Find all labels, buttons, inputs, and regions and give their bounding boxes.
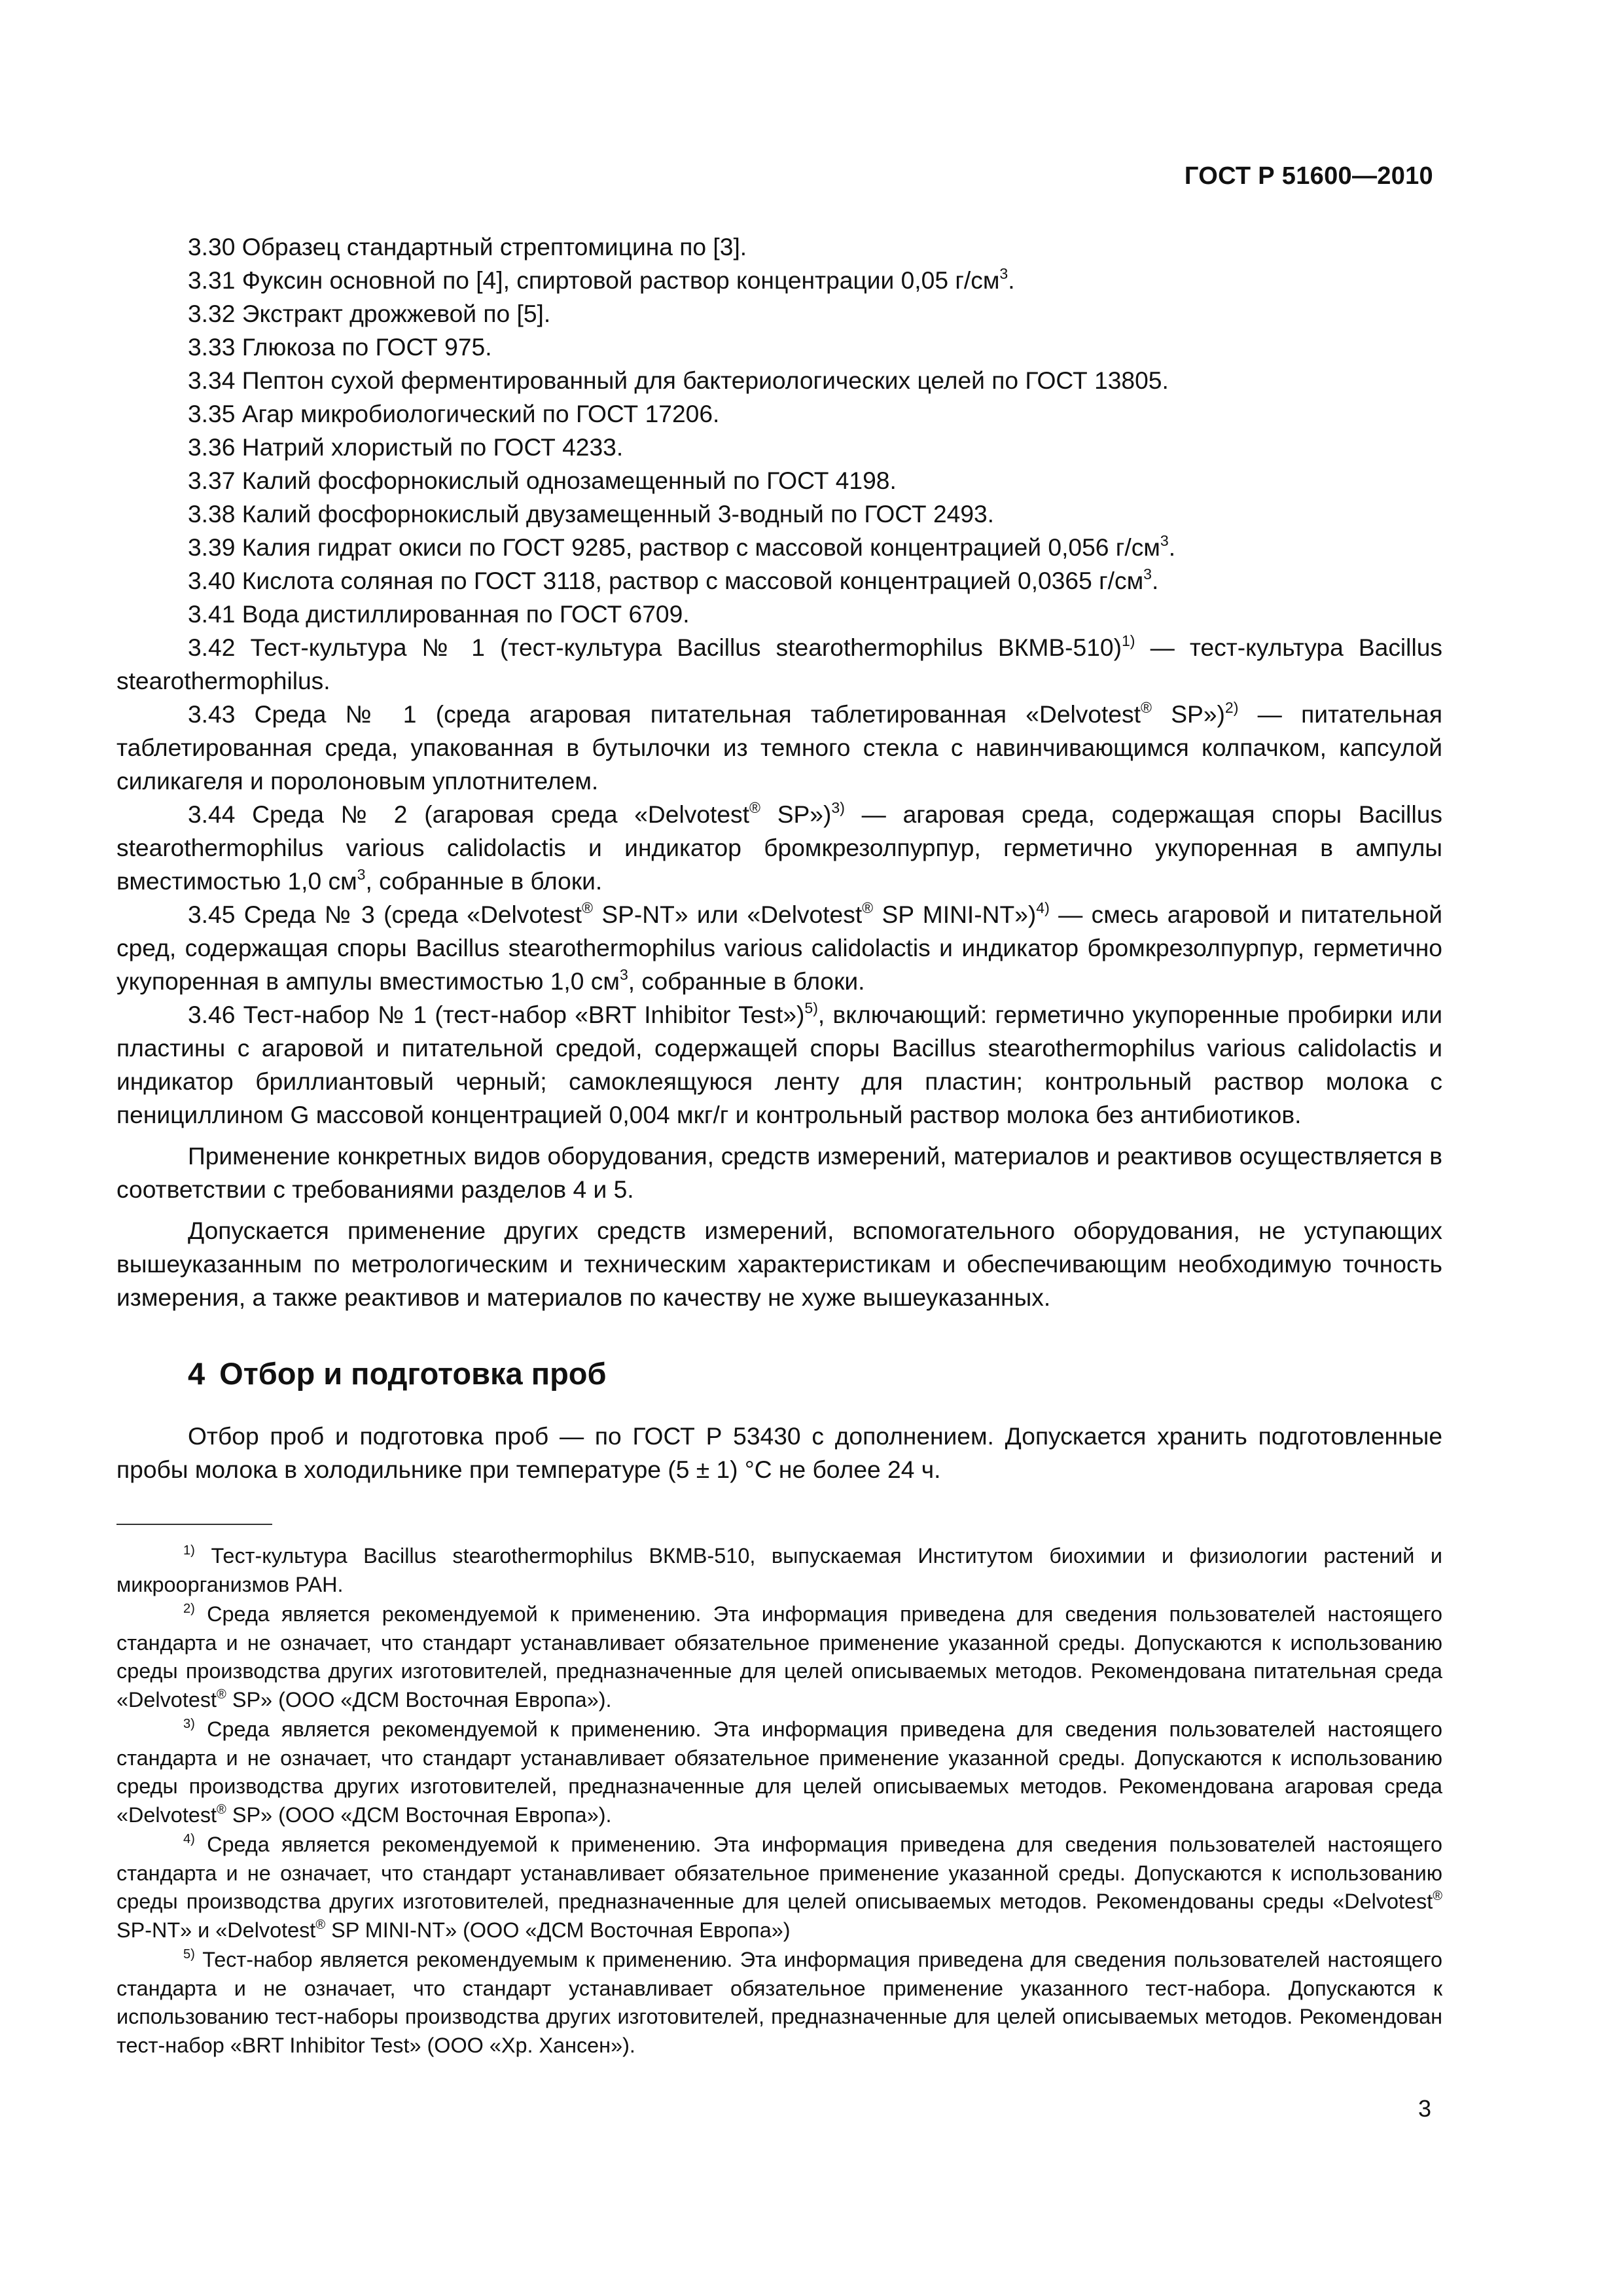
item-3-32: 3.32 Экстракт дрожжевой по [5].: [188, 300, 551, 327]
document-body: [116, 230, 1442, 1486]
section-title: Отбор и подготовка проб: [219, 1356, 607, 1391]
item-3-36: 3.36 Натрий хлористый по ГОСТ 4233.: [188, 433, 624, 461]
section-heading: [188, 1355, 1442, 1392]
section-number: 4: [188, 1356, 205, 1391]
footnote-4: $^{4)}$ Среда является рекомендуемой к применению. Эта информация приведена для сведения пользователей настоящего стандарта и не означает, что стандарт устанавливает обязательное применение указанной среды. Допускаются к использованию среды производства других изготовителей, предназначенные для целей описываемых методов. Рекомендованы среды «Delvotest® SP-NT» и «Delvotest® SP MINI-NT» (ООО «ДСМ Восточная Европа»): [116, 1832, 1442, 1942]
item-3-39: 3.39 Калия гидрат окиси по ГОСТ 9285, раствор с массовой концентрацией 0,056 $г/см^3$.: [188, 532, 1176, 561]
item-3-45: 3.45 Среда № 3 (среда «Delvotest® SP-NT» или «Delvotest® SP MINI-NT»)$^{4)}$ — смесь агаровой и питательной сред, содержащая споры Bacillus stearothermophilus various calidolactis и индикатор бромкрезолпурпур, герметично укупоренная в ампулы вместимостью 1,0 $см^3$, собранные в блоки.: [116, 899, 1442, 995]
item-3-35: 3.35 Агар микробиологический по ГОСТ 17206.: [188, 400, 720, 427]
item-3-40: 3.40 Кислота соляная по ГОСТ 3118, раствор с массовой концентрацией 0,0365 $г/см^3$.: [188, 565, 1159, 594]
item-3-30: 3.30 Образец стандартный стрептомицина по [3].: [188, 233, 747, 260]
footnote-1: $^{1)}$ Тест-культура Bacillus stearothermophilus ВКМВ-510, выпускаемая Институтом биохимии и физиологии растений и микроорганизмов РАН.: [116, 1543, 1443, 1596]
paragraph-allowed: Допускается применение других средств измерений, вспомогательного оборудования, не уступающих вышеуказанным по метрологическим и техническим характеристикам и обеспечивающим необходимую точность измерения, а также реактивов и материалов по качеству не хуже вышеуказанных.: [116, 1217, 1442, 1311]
item-3-38: 3.38 Калий фосфорнокислый двузамещенный 3-водный по ГОСТ 2493.: [188, 500, 995, 528]
item-3-37: 3.37 Калий фосфорнокислый однозамещенный по ГОСТ 4198.: [188, 467, 897, 494]
section-4-text: Отбор проб и подготовка проб — по ГОСТ Р 53430 с дополнением. Допускается хранить подготовленные пробы молока в холодильнике при температуре (5 ± 1) °С не более 24 ч.: [116, 1422, 1442, 1483]
item-3-42: 3.42 Тест-культура № 1 (тест-культура Bacillus stearothermophilus ВКМВ-510)$^{1)}$ — тест-культура Bacillus stearothermophilus.: [116, 632, 1442, 694]
page-number: 3: [1418, 2095, 1431, 2122]
footnote-5: $^{5)}$ Тест-набор является рекомендуемым к применению. Эта информация приведена для сведения пользователей настоящего стандарта и не означает, что стандарт устанавливает обязательное применение указанного тест-набора. Допускаются к использованию тест-наборы производства других изготовителей, предназначенные для целей описываемых методов. Рекомендован тест-набор «BRT Inhibitor Test» (ООО «Хр. Хансен»).: [116, 1947, 1442, 2057]
item-3-34: 3.34 Пептон сухой ферментированный для бактериологических целей по ГОСТ 13805.: [188, 367, 1169, 394]
page-header: ГОСТ Р 51600—2010: [1184, 162, 1433, 190]
footnote-separator: [116, 1524, 272, 1525]
item-3-33: 3.33 Глюкоза по ГОСТ 975.: [188, 333, 492, 361]
item-3-31: 3.31 Фуксин основной по [4], спиртовой раствор концентрации 0,05 $г/см^3$.: [188, 265, 1015, 294]
item-3-43: 3.43 Среда № 1 (среда агаровая питательная таблетированная «Delvotest® SP»)$^{2)}$ — питательная таблетированная среда, упакованная в бутылочки из темного стекла с навинчивающимся колпачком, капсулой силикагеля и поролоновым уплотнителем.: [116, 699, 1443, 795]
footnote-3: $^{3)}$ Среда является рекомендуемой к применению. Эта информация приведена для сведения пользователей настоящего стандарта и не означает, что стандарт устанавливает обязательное применение указанной среды. Допускаются к использованию среды производства других изготовителей, предназначенные для целей описываемых методов. Рекомендована агаровая среда «Delvotest® SP» (ООО «ДСМ Восточная Европа»).: [116, 1717, 1442, 1827]
paragraph-equipment: Применение конкретных видов оборудования, средств измерений, материалов и реактивов осуществляется в соответствии с требованиями разделов 4 и 5.: [116, 1142, 1442, 1203]
footnote-2: $^{2)}$ Среда является рекомендуемой к применению. Эта информация приведена для сведения пользователей настоящего стандарта и не означает, что стандарт устанавливает обязательное применение указанной среды. Допускаются к использованию среды производства других изготовителей, предназначенные для целей описываемых методов. Рекомендована питательная среда «Delvotest® SP» (ООО «ДСМ Восточная Европа»).: [116, 1602, 1442, 1712]
item-3-41: 3.41 Вода дистиллированная по ГОСТ 6709.: [188, 600, 690, 628]
item-3-44: 3.44 Среда № 2 (агаровая среда «Delvotest® SP»)$^{3)}$ — агаровая среда, содержащая споры Bacillus stearothermophilus various calidolactis и индикатор бромкрезолпурпур, герметично укупоренная в ампулы вместимостью 1,0 $см^3$, собранные в блоки.: [116, 799, 1442, 895]
item-3-46: 3.46 Тест-набор № 1 (тест-набор «BRT Inhibitor Test»)$^{5)}$, включающий: герметично укупоренные пробирки или пластины с агаровой и питательной средой, содержащей споры Bacillus stearothermophilus various calidolactis и индикатор бриллиантовый черный; самоклеящуюся ленту для пластин; контрольный раствор молока с пенициллином G массовой концентрацией 0,004 мкг/г и контрольный раствор молока без антибиотиков.: [116, 999, 1443, 1128]
footnotes: [116, 1542, 1442, 2061]
